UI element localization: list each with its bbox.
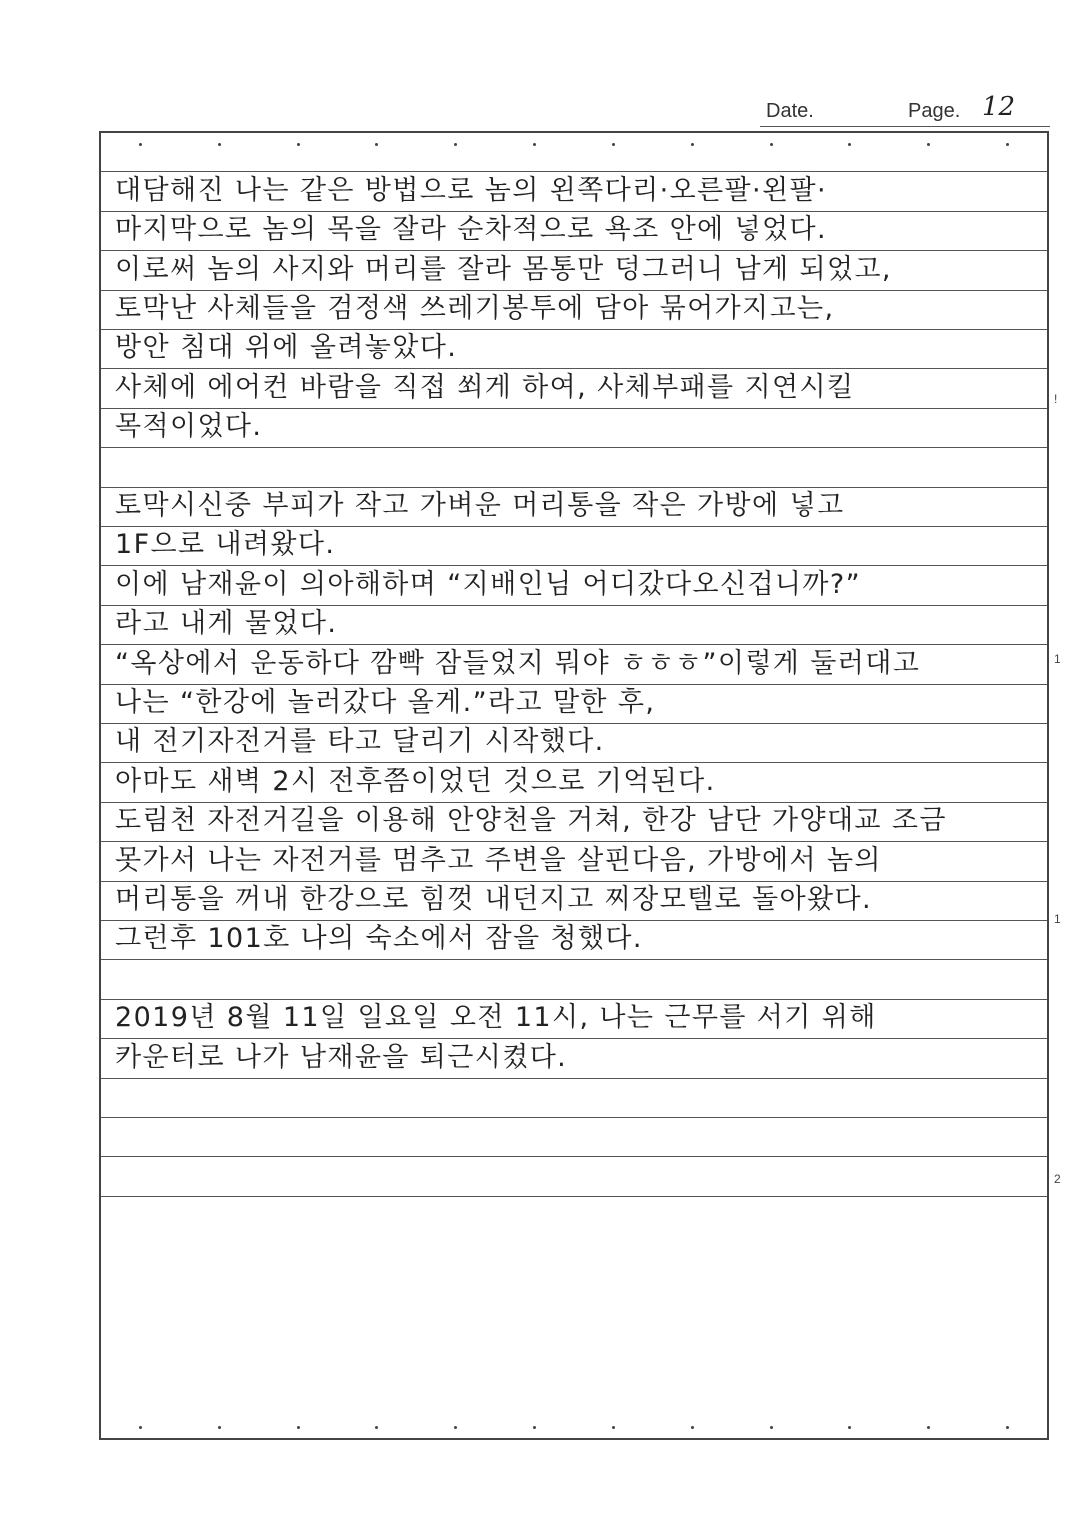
margin-mark: 1 xyxy=(1054,912,1061,926)
line-text: 못가서 나는 자전거를 멈추고 주변을 살핀다음, 가방에서 놈의 xyxy=(115,844,882,876)
text-line xyxy=(101,330,1047,369)
text-line xyxy=(101,685,1047,724)
date-label: Date. xyxy=(766,100,814,122)
line-text: 사체에 에어컨 바람을 직접 쐬게 하여, 사체부패를 지연시킬 xyxy=(115,371,855,403)
line-text: 토막난 사체들을 검정색 쓰레기봉투에 담아 묶어가지고는, xyxy=(115,292,835,324)
text-line xyxy=(101,842,1047,881)
line-text: 목적이었다. xyxy=(115,411,263,443)
bottom-dot-row xyxy=(101,1424,1047,1430)
line-text: 나는 “한강에 놀러갔다 올게.”라고 말한 후, xyxy=(115,686,656,718)
margin-mark: 1 xyxy=(1054,652,1061,666)
notebook-sheet xyxy=(99,131,1049,1440)
line-text: 그런후 101호 나의 숙소에서 잠을 청했다. xyxy=(115,923,643,955)
text-line xyxy=(101,1079,1047,1118)
page-label: Page. xyxy=(908,100,961,122)
text-line xyxy=(101,488,1047,527)
text-line xyxy=(101,566,1047,605)
text-line xyxy=(101,606,1047,645)
text-line xyxy=(101,251,1047,290)
text-line xyxy=(101,448,1047,487)
line-text: 1F으로 내려왔다. xyxy=(115,529,336,561)
page-header xyxy=(760,92,1050,130)
text-line xyxy=(101,172,1047,211)
margin-mark: ! xyxy=(1054,392,1058,406)
line-text: 카운터로 나가 남재윤을 퇴근시켰다. xyxy=(115,1041,568,1073)
margin-mark: 2 xyxy=(1054,1172,1061,1186)
line-text: 대담해진 나는 같은 방법으로 놈의 왼쪽다리·오른팔·왼팔· xyxy=(115,174,827,206)
text-line xyxy=(101,1118,1047,1157)
line-text: 도림천 자전거길을 이용해 안양천을 거쳐, 한강 남단 가양대교 조금 xyxy=(115,805,947,837)
text-line xyxy=(101,803,1047,842)
line-text: 라고 내게 물었다. xyxy=(115,608,338,640)
text-line xyxy=(101,212,1047,251)
text-line xyxy=(101,645,1047,684)
text-line xyxy=(101,1000,1047,1039)
line-text: 마지막으로 놈의 목을 잘라 순차적으로 욕조 안에 넣었다. xyxy=(115,214,827,246)
text-line xyxy=(101,133,1047,172)
line-text: 아마도 새벽 2시 전후쯤이었던 것으로 기억된다. xyxy=(115,765,716,797)
text-line xyxy=(101,527,1047,566)
line-text: 이로써 놈의 사지와 머리를 잘라 몸통만 덩그러니 남게 되었고, xyxy=(115,253,892,285)
line-text: 2019년 8월 11일 일요일 오전 11시, 나는 근무를 서기 위해 xyxy=(115,1002,877,1034)
text-line xyxy=(101,960,1047,999)
text-line xyxy=(101,882,1047,921)
text-line xyxy=(101,409,1047,448)
line-text: 토막시신중 부피가 작고 가벼운 머리통을 작은 가방에 넣고 xyxy=(115,489,845,521)
page-number: 12 xyxy=(982,92,1016,122)
text-line xyxy=(101,724,1047,763)
line-text: “옥상에서 운동하다 깜빡 잠들었지 뭐야 ㅎㅎㅎ”이렇게 둘러대고 xyxy=(115,647,921,679)
text-line xyxy=(101,1157,1047,1196)
text-line xyxy=(101,369,1047,408)
line-text: 이에 남재윤이 의아해하며 “지배인님 어디갔다오신겁니까?” xyxy=(115,568,862,600)
text-line xyxy=(101,763,1047,802)
line-text: 방안 침대 위에 올려놓았다. xyxy=(115,332,458,364)
line-text: 내 전기자전거를 타고 달리기 시작했다. xyxy=(115,726,605,758)
text-line xyxy=(101,1039,1047,1078)
text-line xyxy=(101,291,1047,330)
line-text: 머리통을 꺼내 한강으로 힘껏 내던지고 찌장모텔로 돌아왔다. xyxy=(115,883,872,915)
text-line xyxy=(101,921,1047,960)
header-rule xyxy=(760,126,1050,127)
